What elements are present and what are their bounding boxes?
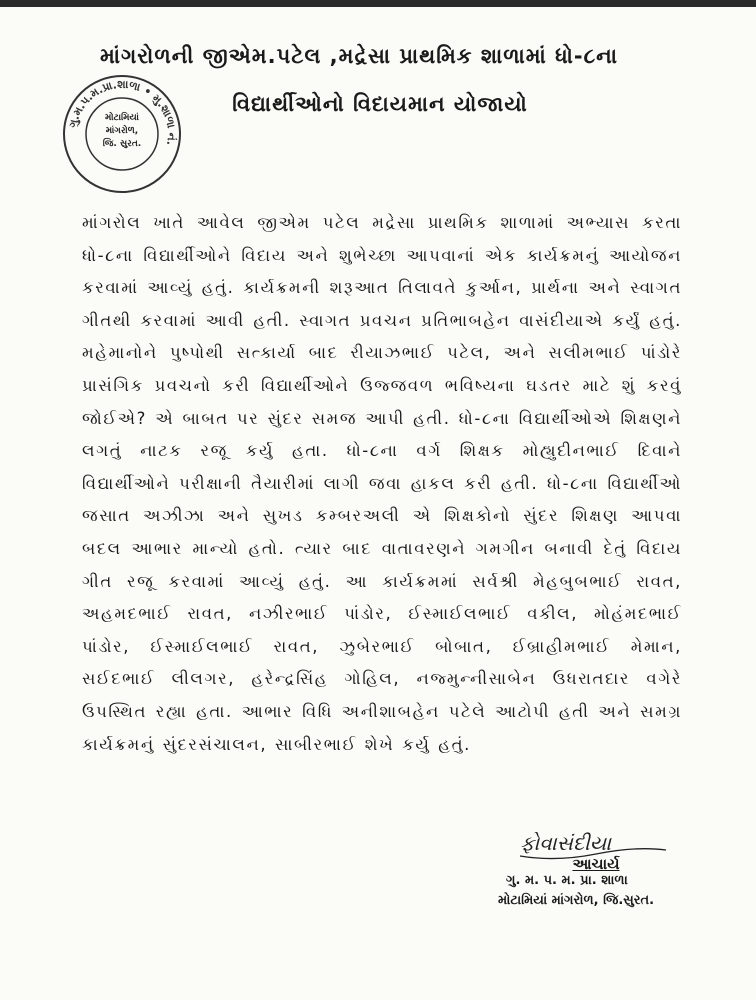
top-border-rule <box>0 0 756 7</box>
school-address: મોટામિયાં માંગરોળ, જિ.સુરત. <box>498 893 655 908</box>
headline-line-1: માંગરોળની જીએમ.પટેલ ,મદ્રેસા પ્રાથમિક શાળામાં ધો-૮ના <box>100 44 618 68</box>
stamp-inner-line: માંગરોળ, <box>105 126 139 136</box>
stamp-inner-text <box>84 112 160 151</box>
stamp-ring-text: ગુ.મ.પ.મ.પ્રા.શાળા • મુ.શાળા નં. <box>66 77 179 147</box>
signatory-title: આચાર્ય <box>572 855 620 873</box>
stamp-inner-line: મોટામિયાં <box>104 113 139 123</box>
school-name: ગુ. મ. પ. મ. પ્રા. શાળા <box>506 873 628 888</box>
stamp-inner-line: જિ. સુરત. <box>102 139 142 149</box>
headline-line-2: વિદ્યાર્થીઓનો વિદાયમાન યોજાયો <box>232 92 528 116</box>
school-stamp <box>60 72 184 196</box>
signature-text: ફોવાસંદીયા <box>520 831 612 855</box>
article-body: માંગરોલ ખાતે આવેલ જીએમ પટેલ મદ્રેસા પ્રાથમિક શાળામાં અભ્યાસ કરતા ધો-૮ના વિદ્યાર્થીઓને વિદાય અને શુભેચ્છા આપવાનાં એક કાર્યક્રમનું આયોજન કરવામાં આવ્યું હતું. કાર્યક્રમની શરૂઆત તિલાવતે કુર્આન, પ્રાર્થના અને સ્વાગત ગીતથી કરવામાં આવી હતી. સ્વાગત પ્રવચન પ્રતિભાબહેન વાસંદીયાએ કર્યું હતું. મહેમાનોને પુષ્પોથી સત્કાર્યા બાદ રીયાઝભાઈ પટેલ, અને સલીમભાઈ પાંડોરે પ્રાસંગિક પ્રવચનો કરી વિદ્યાર્થીઓને ઉજ્જવળ ભવિષ્યના ઘડતર માટે શું કરવું જોઈએ? એ બાબત પર સુંદર સમજ આપી હતી. ધો-૮ના વિદ્યાર્થીઓએ શિક્ષણને લગતું નાટક રજૂ કર્યુ હતા. ધો-૮ના વર્ગ શિક્ષક મોહ્યુદીનભાઈ દિવાને વિદ્યાર્થીઓને પરીક્ષાની તૈયારીમાં લાગી જવા હાકલ કરી હતી. ધો-૮ના વિદ્યાર્થીઓ જસાત અઝીઝા અને સુખડ કમ્બરઅલી એ શિક્ષકોનો સુંદર શિક્ષણ આપવા બદલ આભાર માન્યો હતો. ત્યાર બાદ વાતાવરણને ગમગીન બનાવી દેતું વિદાય ગીત રજૂ કરવામાં આવ્યું હતું. આ કાર્યક્રમમાં સર્વશ્રી મેહબુબભાઈ રાવત, અહમદભાઈ રાવત, નઝીરભાઈ પાંડોર, ઈસ્માઈલભાઈ વકીલ, મોહંમદભાઈ પાંડોર, ઈસ્માઈલભાઈ રાવત, ઝુબેરભાઈ બોબાત, ઈબ્રાહીમભાઈ મેમાન, સઈદભાઈ લીલગર, હરેન્દ્રસિંહ ગોહિલ, નજ્મુન્નીસાબેન ઉધરાતદાર વગેરે ઉપસ્થિત રહ્યા હતા. આભાર વિધિ અનીશાબહેન પટેલે આટોપી હતી અને સમગ્ર કાર્યક્રમનું સુંદરસંચાલન, સાબીરભાઈ શેખે કર્યુ હતું. <box>82 213 682 754</box>
